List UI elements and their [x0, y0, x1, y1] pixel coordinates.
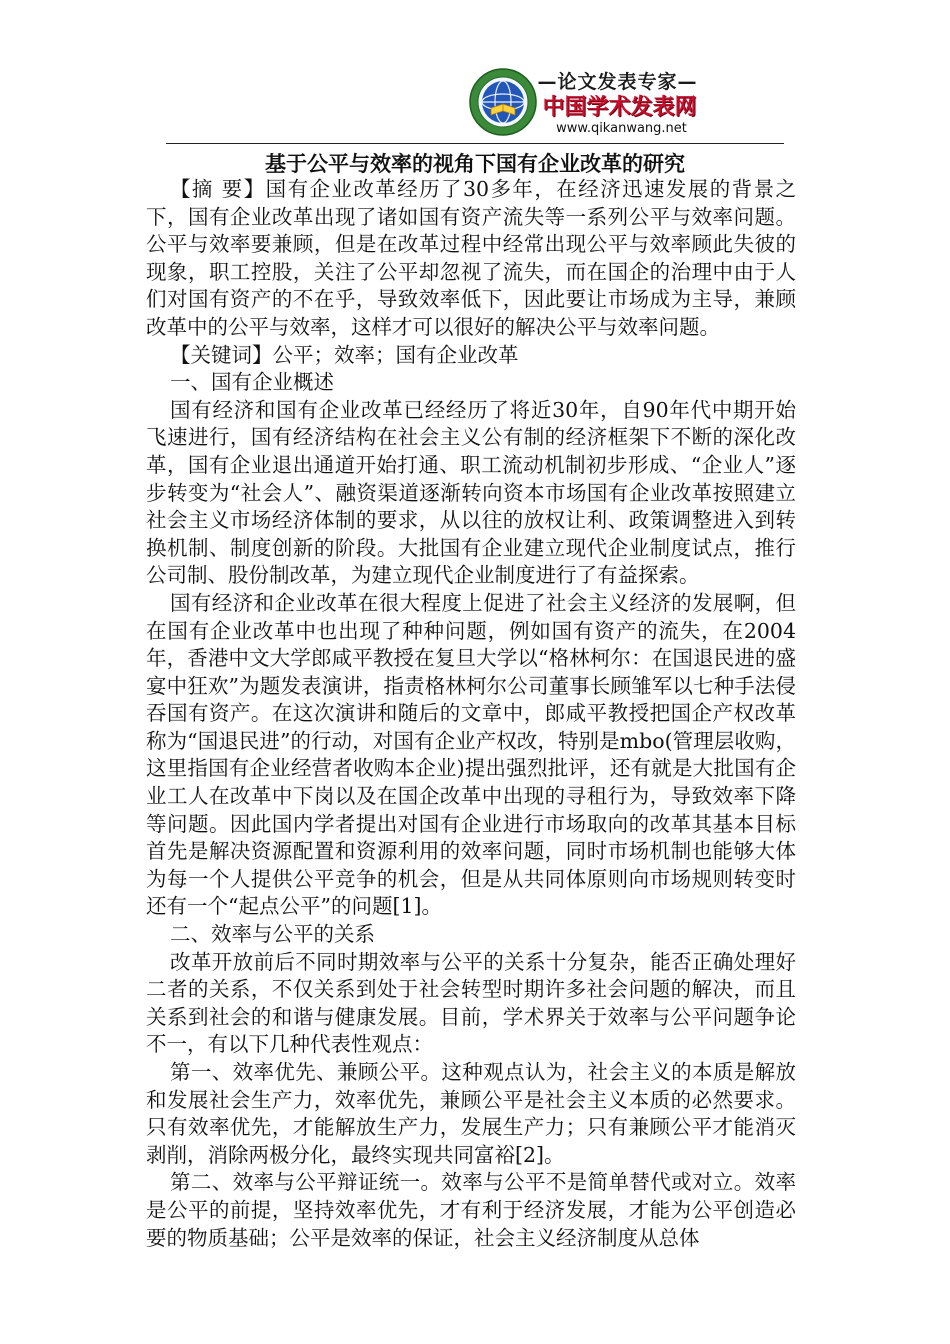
- site-logo: [469, 68, 698, 136]
- abstract: 【摘 要】国有企业改革经历了30多年，在经济迅速发展的背景之下，国有企业改革出现了诸如国有资产流失等一系列公平与效率问题。公平与效率要兼顾，但是在改革过程中经常出现公平与效率顾此失彼的现象，职工控股，关注了公平却忽视了流失，而在国企的治理中由于人们对国有资产的不在乎，导致效率低下，因此要让市场成为主导，兼顾改革中的公平与效率，这样才可以很好的解决公平与效率问题。: [146, 177, 796, 339]
- document-title: 基于公平与效率的视角下国有企业改革的研究: [265, 151, 685, 176]
- header-divider: [166, 143, 784, 144]
- keywords: 【关键词】公平；效率；国有企业改革: [170, 342, 519, 367]
- paragraph: 第二、效率与公平辩证统一。效率与公平不是简单替代或对立。效率是公平的前提，坚持效率优先，才有利于经济发展，才能为公平创造必要的物质基础；公平是效率的保证，社会主义经济制度从总体: [146, 1170, 796, 1250]
- section-heading-2: 二、效率与公平的关系: [170, 922, 375, 947]
- section-heading-1: 一、国有企业概述: [170, 370, 334, 395]
- paragraph: 国有经济和企业改革在很大程度上促进了社会主义经济的发展啊，但在国有企业改革中也出现了种种问题，例如国有资产的流失，在2004年，香港中文大学郎咸平教授在复旦大学以“格林柯尔：在国退民进的盛宴中狂欢”为题发表演讲，指责格林柯尔公司董事长顾雏军以七种手法侵吞国有资产。在这次演讲和随后的文章中，郎咸平教授把国企产权改革称为“国退民进”的行动，对国有企业产权改，特别是mbo(管理层收购，这里指国有企业经营者收购本企业)提出强烈批评，还有就是大批国有企业工人在改革中下岗以及在国企改革中出现的寻租行为，导致效率下降等问题。因此国内学者提出对国有企业进行市场取向的改革其基本目标首先是解决资源配置和资源利用的效率问题，同时市场机制也能够大体为每一个人提供公平竞争的机会，但是从共同体原则向市场规则转变时还有一个“起点公平”的问题[1]。: [146, 590, 796, 919]
- paragraph: 第一、效率优先、兼顾公平。这种观点认为，社会主义的本质是解放和发展社会生产力，效率优先，兼顾公平是社会主义本质的必然要求。只有效率优先，才能解放生产力，发展生产力；只有兼顾公平才能消灭剥削，消除两极分化，最终实现共同富裕[2]。: [146, 1060, 796, 1167]
- paragraph: 改革开放前后不同时期效率与公平的关系十分复杂，能否正确处理好二者的关系，不仅关系到处于社会转型时期许多社会问题的解决，而且关系到社会的和谐与健康发展。目前，学术界关于效率与公平问题争论不一，有以下几种代表性观点：: [146, 949, 796, 1057]
- paragraph: 国有经济和国有企业改革已经经历了将近30年，自90年代中期开始飞速进行，国有经济结构在社会主义公有制的经济框架下不断的深化改革，国有企业退出通道开始打通、职工流动机制初步形成、“企业人”逐步转变为“社会人”、融资渠道逐渐转向资本市场国有企业改革按照建立社会主义市场经济体制的要求，从以往的放权让利、政策调整进入到转换机制、制度创新的阶段。大批国有企业建立现代企业制度试点，推行公司制、股份制改革，为建立现代企业制度进行了有益探索。: [146, 397, 796, 588]
- document-body: [146, 176, 796, 1252]
- logo-url[interactable]: www.qikanwang.net: [556, 121, 687, 136]
- logo-slogan: —论文发表专家—: [537, 71, 698, 93]
- logo-name: 中国学术发表网: [542, 95, 697, 120]
- emblem-icon: [469, 68, 537, 136]
